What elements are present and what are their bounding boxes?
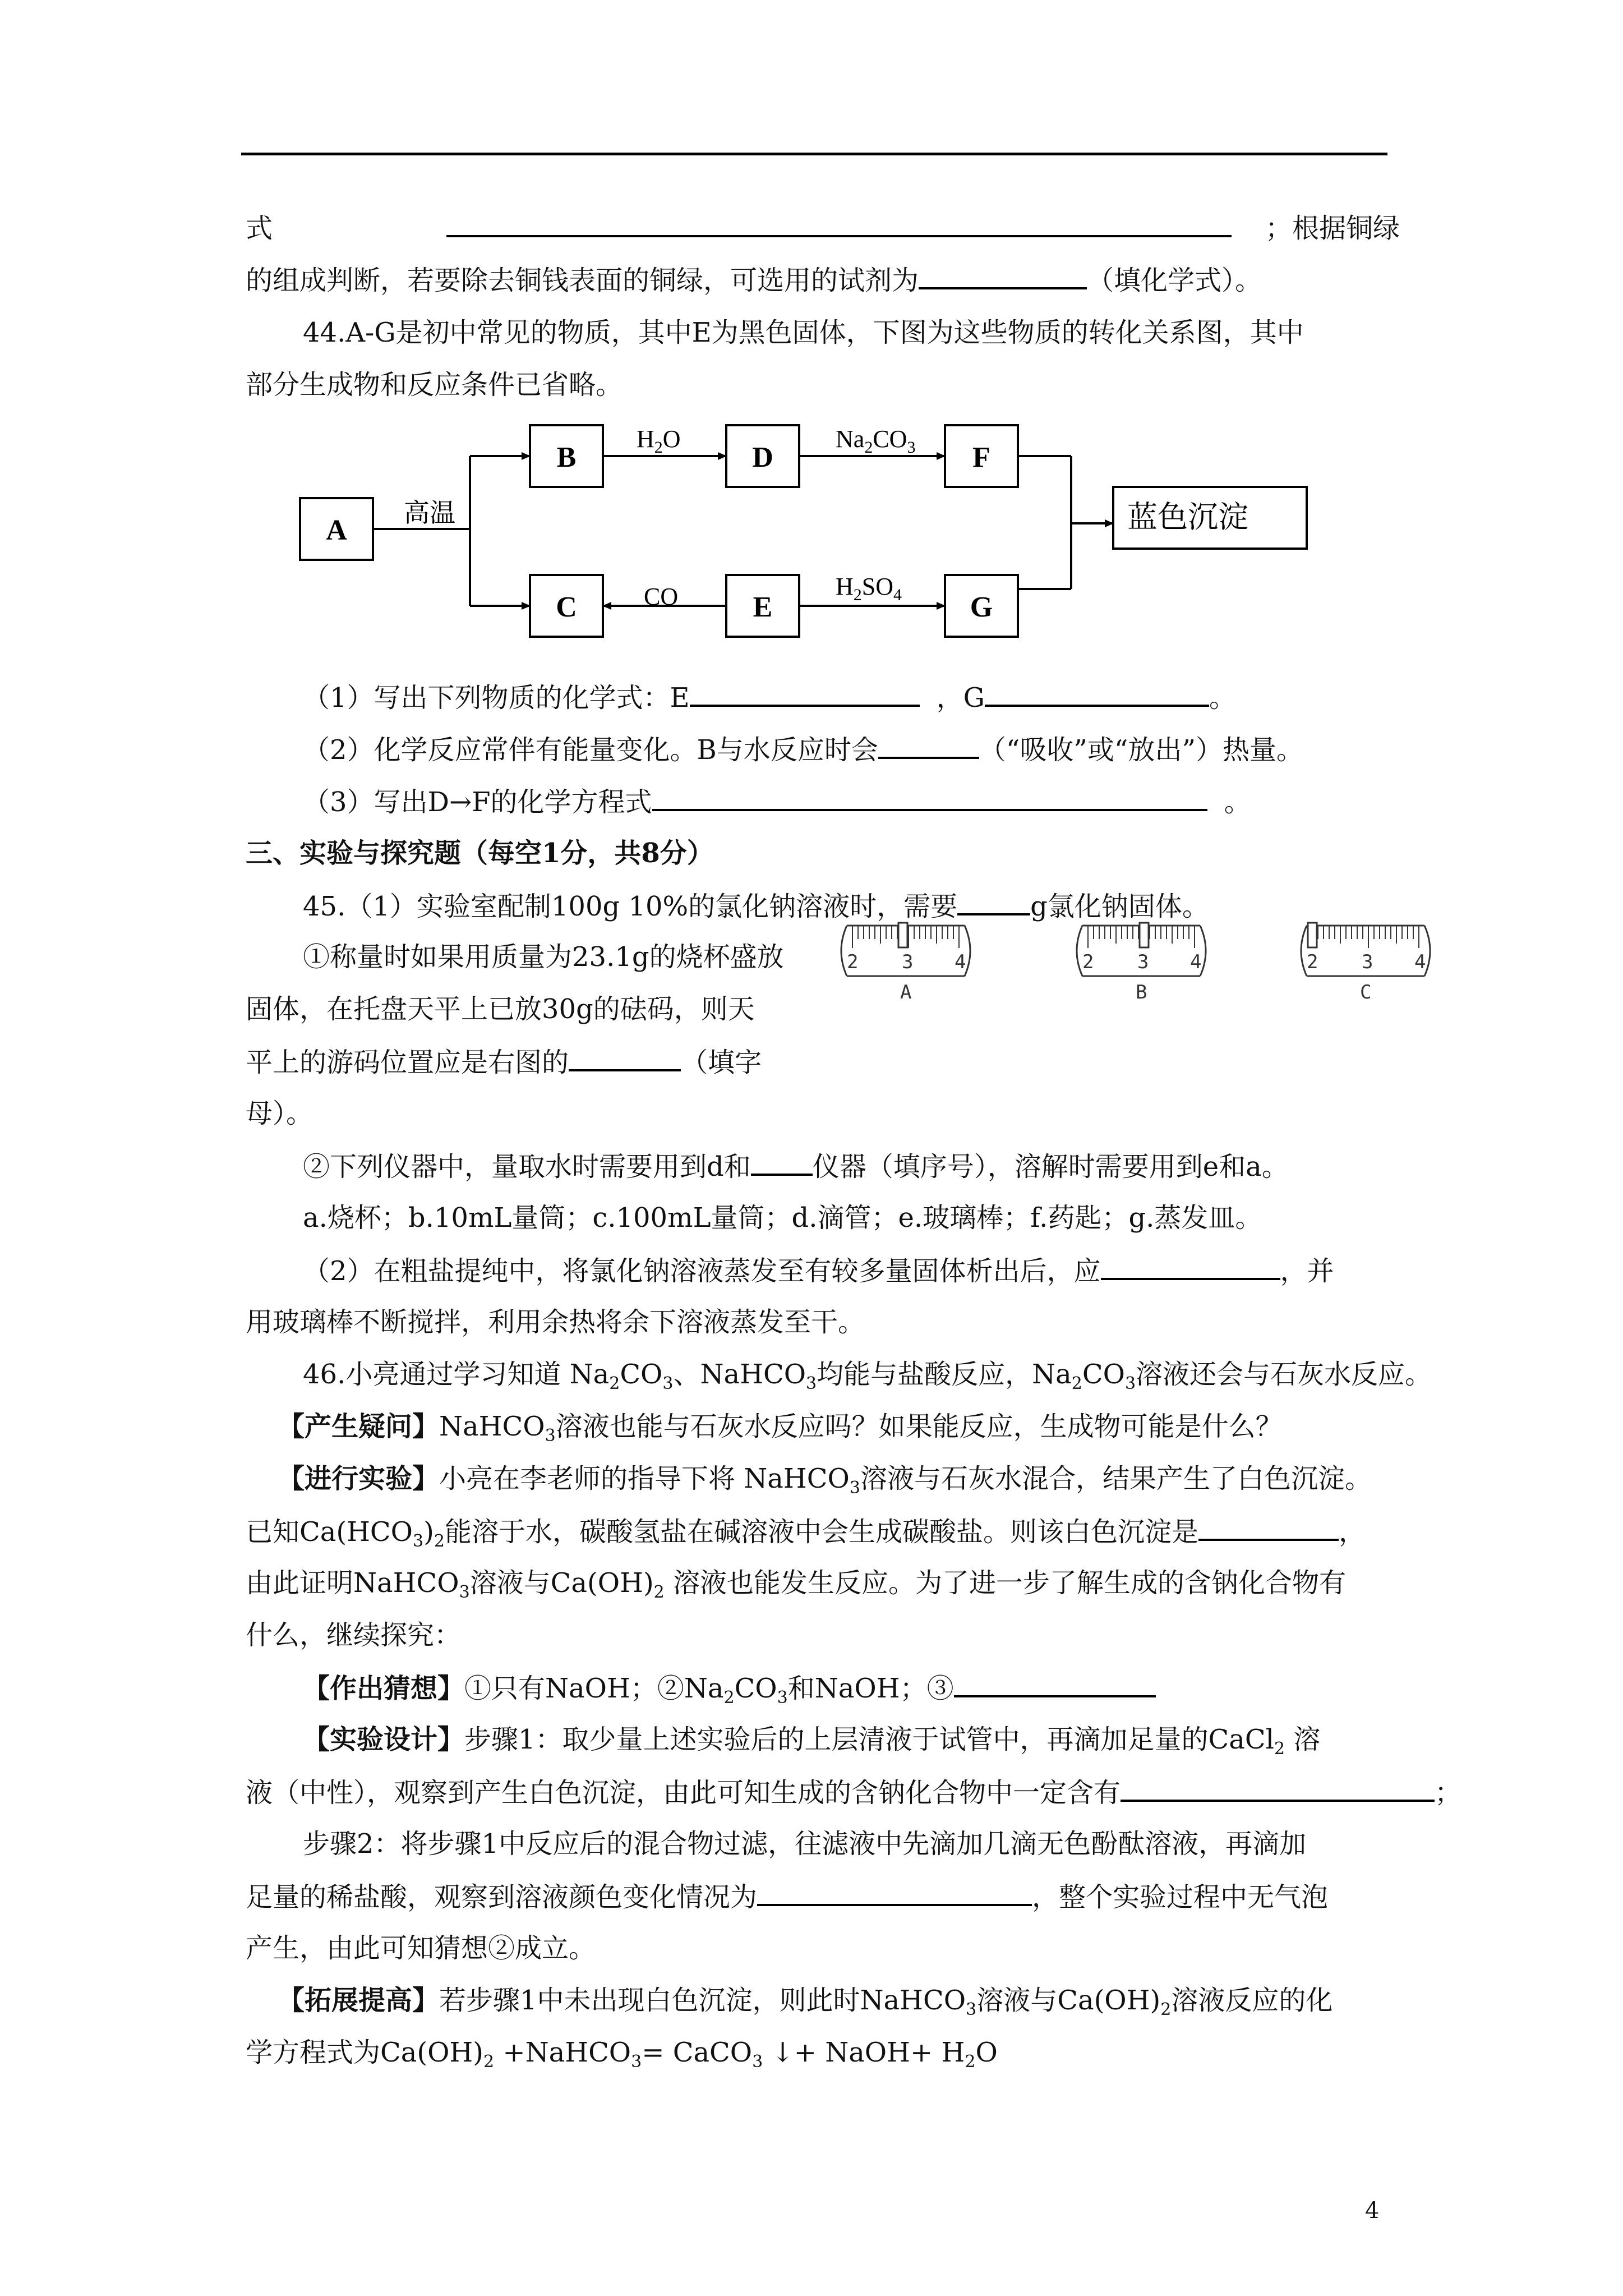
node-f: F [972, 441, 990, 473]
q46-step-2: 步骤2：将步骤1中反应后的混合物过滤，往滤液中先滴加几滴无色酚酞溶液，再滴加 [303, 1828, 1307, 1860]
q43-line-1: 式 ；根据铜绿 [246, 210, 1400, 245]
label-na2co3: $Na_2CO_3$ [836, 425, 916, 457]
node-g: G [970, 591, 993, 623]
q46-extension-equation: 学方程式为$Ca(OH)_2$ +NaHCO$_3$= CaCO$_3$ ↓+ NaOH+ $H_2O$ [246, 2037, 998, 2072]
svg-text:3: 3 [902, 951, 914, 973]
q45-weigh-3: 平上的游码位置应是右图的 （填字 [246, 1045, 762, 1079]
q46-experiment-2: 已知$Ca(HCO_3)_2$能溶于水，碳酸氢盐在碱溶液中会生成碳酸盐。则该白色沉淀是 ， [246, 1514, 1366, 1549]
q46-design-2: 液（中性），观察到产生白色沉淀，由此可知生成的含钠化合物中一定含有 ； [246, 1775, 1461, 1810]
q46-blank-guess3[interactable] [954, 1671, 1156, 1697]
q46-blank-precipitate[interactable] [1198, 1514, 1339, 1541]
q44-conversion-diagram [0, 404, 1623, 684]
label-gaowen: 高温 [404, 498, 455, 528]
ruler-a [841, 923, 970, 1004]
node-c: C [556, 591, 577, 623]
q45-instrument-line: ②下列仪器中，量取水时需要用到d和 仪器（填序号），溶解时需要用到e和a。 [303, 1149, 1289, 1184]
q44-blank-g[interactable] [985, 680, 1209, 707]
svg-text:4: 4 [955, 951, 966, 973]
q46-question: 【产生疑问】NaHCO$_3$溶液也能与石灰水反应吗？如果能反应，生成物可能是什么？ [278, 1411, 1283, 1446]
label-h2so4: $H_2SO_4$ [836, 573, 902, 604]
q43-blank-reagent[interactable] [919, 263, 1087, 289]
svg-text:4: 4 [1414, 951, 1426, 973]
q46-experiment: 【进行实验】小亮在李老师的指导下将 NaHCO$_3$溶液与石灰水混合，结果产生了白色沉淀。 [278, 1463, 1372, 1498]
q45-weigh-2: 固体，在托盘天平上已放30g的砝码，则天 [246, 993, 755, 1025]
section-3-title: 三、实验与探究题（每空1分，共8分） [246, 838, 714, 869]
q43-blank-equation[interactable] [446, 210, 1232, 237]
q45-blank-ruler[interactable] [569, 1045, 681, 1071]
q46-step-2c: 产生，由此可知猜想②成立。 [246, 1932, 596, 1964]
q43-line-2: 的组成判断，若要除去铜钱表面的铜绿，可选用的试剂为 （填化学式）。 [246, 263, 1262, 297]
q44-stem-2: 部分生成物和反应条件已省略。 [246, 369, 623, 401]
ruler-c-label: C [1360, 981, 1372, 1004]
node-e: E [753, 591, 773, 623]
label-h2o: $H_2O$ [637, 425, 681, 457]
q46-step-2b: 足量的稀盐酸，观察到溶液颜色变化情况为 ，整个实验过程中无气泡 [246, 1879, 1328, 1914]
q46-design: 【实验设计】步骤1：取少量上述实验后的上层清液于试管中，再滴加足量的CaCl$_2$ 溶 [303, 1724, 1321, 1759]
ruler-figure [830, 920, 1475, 1032]
label-co: CO [644, 583, 679, 610]
q45-blank-mass[interactable] [957, 889, 1030, 915]
svg-text:3: 3 [1362, 951, 1373, 973]
q44-part-1: （1）写出下列物质的化学式：E ，G 。 [303, 680, 1236, 715]
q45-weigh-1: ①称量时如果用质量为23.1g的烧杯盛放 [303, 941, 784, 973]
node-blue-precipitate: 蓝色沉淀 [1127, 499, 1248, 535]
ruler-a-label: A [900, 981, 912, 1004]
node-b: B [556, 441, 577, 473]
q46-blank-sodium-compound[interactable] [1121, 1775, 1435, 1802]
q45-part-2-cont: 用玻璃棒不断搅拌，利用余热将余下溶液蒸发至干。 [246, 1306, 865, 1338]
svg-text:2: 2 [1307, 951, 1318, 973]
svg-text:2: 2 [847, 951, 859, 973]
page-number: 4 [1365, 2198, 1380, 2224]
ruler-b-label: B [1136, 981, 1147, 1004]
ruler-b [1077, 923, 1206, 1004]
q46-stem: 46.小亮通过学习知道 $Na_2CO_3$、NaHCO$_3$均能与盐酸反应，$Na_2CO_3$溶液还会与石灰水反应。 [303, 1359, 1432, 1393]
q44-part-2: （2）化学反应常伴有能量变化。B与水反应时会 （“吸收”或“放出”）热量。 [303, 732, 1303, 767]
svg-text:4: 4 [1190, 951, 1202, 973]
header-rule [241, 153, 1387, 155]
q46-blank-color-change[interactable] [757, 1879, 1032, 1906]
q45-blank-evaporate[interactable] [1101, 1253, 1280, 1280]
q45-blank-instrument[interactable] [751, 1149, 813, 1176]
q45-instrument-list: a.烧杯；b.10mL量筒；c.100mL量筒；d.滴管；e.玻璃棒；f.药匙；g.蒸发皿。 [303, 1202, 1262, 1234]
q45-line-1: 45.（1）实验室配制100g 10%的氯化钠溶液时，需要 g氯化钠固体。 [303, 889, 1209, 923]
q45-part-2: （2）在粗盐提纯中，将氯化钠溶液蒸发至有较多量固体析出后，应 ，并 [303, 1253, 1334, 1288]
svg-text:3: 3 [1137, 951, 1149, 973]
q46-guess: 【作出猜想】①只有NaOH；$②Na_2CO_3$和NaOH；③ [303, 1671, 1156, 1705]
svg-text:2: 2 [1082, 951, 1094, 973]
q44-part-3: （3）写出D→F的化学方程式 。 [303, 784, 1251, 819]
node-d: D [752, 441, 773, 473]
q44-blank-e[interactable] [690, 680, 920, 707]
q44-blank-df-equation[interactable] [652, 784, 1207, 811]
q44-stem-1: 44.A-G是初中常见的物质，其中E为黑色固体，下图为这些物质的转化关系图，其中 [303, 317, 1304, 348]
q45-weigh-4: 母）。 [246, 1098, 313, 1129]
ruler-c [1301, 923, 1430, 1004]
q46-experiment-4: 什么，继续探究： [246, 1619, 462, 1651]
q44-blank-heat[interactable] [878, 732, 979, 759]
q46-experiment-3: 由此证明NaHCO$_3$溶液与$Ca(OH)_2$ 溶液也能发生反应。为了进一步了解生成的含钠化合物有 [246, 1567, 1347, 1602]
q46-extension: 【拓展提高】若步骤1中未出现白色沉淀，则此时NaHCO$_3$溶液与$Ca(OH)_2$溶液反应的化 [278, 1985, 1333, 2019]
node-a: A [326, 514, 347, 546]
